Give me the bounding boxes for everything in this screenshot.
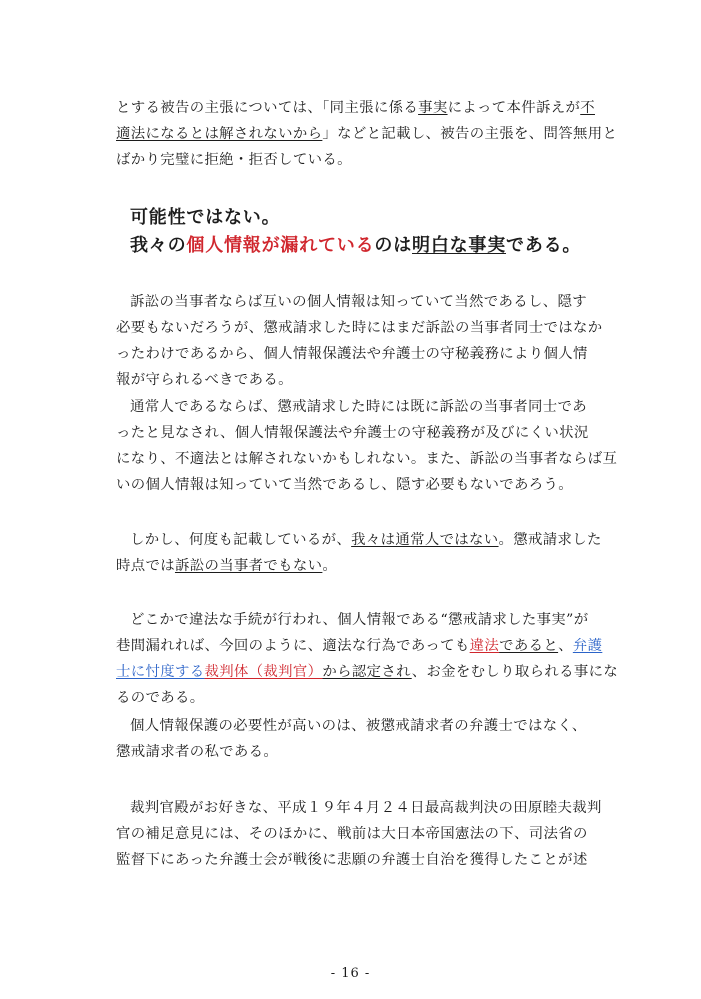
underlined-text: であると (499, 638, 559, 654)
text-span: 時点では (116, 558, 175, 574)
p4-line-1 (130, 530, 602, 550)
text-span: 。 (322, 558, 338, 574)
underlined-text: 明白な事実 (412, 235, 507, 256)
red-underlined-text: 違法 (469, 638, 500, 654)
text-span: のは (374, 235, 413, 256)
p3-line-3: になり、不適法とは解されないかもしれない。また、訴訟の当事者ならば互 (116, 451, 618, 467)
p5-line-4: るのである。 (116, 690, 205, 706)
text-span: によって本件訴えが (447, 100, 581, 116)
text-span: とする被告の主張については、「同主張に係る (116, 100, 419, 116)
heading-line-2 (130, 236, 581, 256)
p1-line-2 (116, 124, 617, 144)
heading-line-1: 可能性ではない。 (130, 207, 281, 228)
p6-line-1: 個人情報保護の必要性が高いのは、被懲戒請求者の弁護士ではなく、 (130, 718, 587, 734)
p5-line-2 (116, 636, 602, 656)
text-span: 、 (558, 638, 573, 654)
p3-line-1: 通常人であるならば、懲戒請求した時には既に訴訟の当事者同士であ (130, 399, 587, 415)
text-span: 、お金をむしり取られる事にな (411, 664, 619, 680)
p2-line-2: 必要もないだろうが、懲戒請求した時にはまだ訴訟の当事者同士ではなか (116, 320, 603, 336)
text-span: 」などと記載し、被告の主張を、問答無用と (322, 126, 618, 142)
red-text: 個人情報が漏れている (186, 235, 375, 256)
text-span: 我々の (130, 235, 187, 256)
p1-line-1 (116, 98, 595, 118)
p3-line-4: いの個人情報は知っていて当然であるし、隠す必要もないであろう。 (116, 477, 573, 493)
underlined-text: 適法になるとは解されないから (116, 126, 323, 142)
text-span: である。 (506, 235, 582, 256)
p2-line-4: 報が守られるべきである。 (116, 372, 293, 388)
red-underlined-text: 裁判体（裁判官） (204, 664, 323, 680)
text-span: 。懲戒請求した (498, 532, 602, 548)
p7-line-3: 監督下にあった弁護士会が戦後に悲願の弁護士自治を獲得したことが述 (116, 852, 588, 868)
p3-line-2: ったと見なされ、個人情報保護法や弁護士の守秘義務が及びにくい状況 (116, 425, 589, 441)
underlined-text: 訴訟の当事者でもない (174, 558, 323, 574)
p4-line-2 (116, 556, 337, 576)
page-number: - 16 - (330, 966, 371, 981)
underlined-text: 事実 (418, 100, 448, 116)
underlined-text: から認定され (322, 664, 412, 680)
p7-line-1: 裁判官殿がお好きな、平成１９年４月２４日最高裁判決の田原睦夫裁判 (130, 800, 602, 816)
p5-line-3 (116, 662, 618, 682)
underlined-text: 我々は通常人ではない (351, 532, 499, 548)
p6-line-2: 懲戒請求者の私である。 (116, 744, 279, 760)
p1-line-3: ばかり完璧に拒絶・拒否している。 (116, 152, 352, 168)
p7-line-2: 官の補足意見には、そのほかに、戦前は大日本帝国憲法の下、司法省の (116, 826, 588, 842)
blue-underlined-text: 士に忖度する (116, 664, 205, 680)
underlined-text: 不 (580, 100, 595, 116)
p5-line-1: どこかで違法な手続が行われ、個人情報である“懲戒請求した事実”が (130, 612, 589, 628)
p2-line-3: ったわけであるから、個人情報保護法や弁護士の守秘義務により個人情 (116, 346, 588, 362)
p2-line-1: 訴訟の当事者ならば互いの個人情報は知っていて当然であるし、隠す (130, 294, 587, 310)
text-span: しかし、何度も記載しているが、 (130, 532, 352, 548)
text-span: 巷間漏れれば、今回のように、適法な行為であっても (116, 638, 470, 654)
blue-underlined-text: 弁護 (572, 638, 603, 654)
